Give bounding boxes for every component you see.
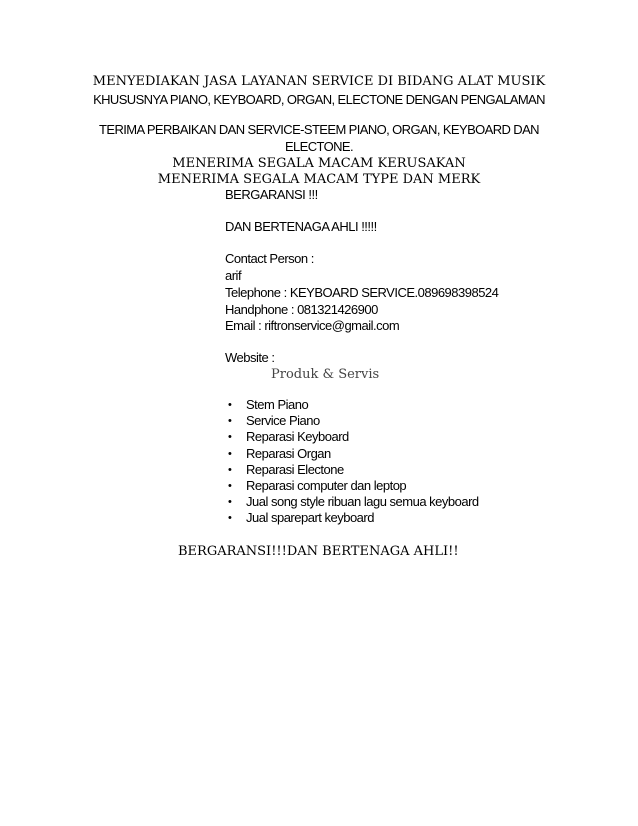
contact-heading: Contact Person : bbox=[225, 251, 314, 266]
header-line-1: MENYEDIAKAN JASA LAYANAN SERVICE DI BIDANG ALAT MUSIK bbox=[92, 74, 546, 89]
intro-line-2: ELECTONE. bbox=[284, 139, 354, 154]
bullet-icon: • bbox=[228, 512, 232, 525]
intro-line-4: MENERIMA SEGALA MACAM TYPE DAN MERK bbox=[157, 172, 481, 187]
list-item bbox=[228, 429, 479, 445]
bergaransi-text: BERGARANSI !!! bbox=[225, 187, 318, 202]
bullet-icon: • bbox=[228, 415, 232, 428]
service-item-label: Stem Piano bbox=[246, 397, 309, 412]
services-list bbox=[228, 397, 479, 527]
contact-handphone: Handphone : 081321426900 bbox=[225, 302, 378, 317]
list-item bbox=[228, 413, 479, 429]
service-item-label: Reparasi Electone bbox=[246, 461, 344, 477]
bullet-icon: • bbox=[228, 447, 232, 460]
contact-telephone: Telephone : KEYBOARD SERVICE.089698398524 bbox=[225, 285, 499, 300]
contact-email: Email : riftronservice@gmail.com bbox=[225, 318, 400, 333]
intro-line-3: MENERIMA SEGALA MACAM KERUSAKAN bbox=[172, 156, 466, 171]
bullet-icon: • bbox=[228, 399, 232, 411]
bullet-icon: • bbox=[228, 463, 232, 476]
website-label: Website : bbox=[225, 350, 275, 365]
website-subtitle: Produk & Servis bbox=[271, 367, 380, 382]
header-line-2: KHUSUSNYA PIANO, KEYBOARD, ORGAN, ELECTONE DENGAN PENGALAMAN bbox=[93, 92, 545, 107]
service-item-label: Reparasi Keyboard bbox=[246, 429, 349, 445]
list-item bbox=[228, 446, 479, 462]
list-item bbox=[228, 462, 479, 478]
service-item-label: Jual song style ribuan lagu semua keyboard bbox=[246, 494, 479, 510]
service-item-label: Reparasi computer dan leptop bbox=[246, 477, 407, 493]
bullet-icon: • bbox=[228, 496, 232, 509]
service-item-label: Reparasi Organ bbox=[246, 445, 331, 461]
bullet-icon: • bbox=[228, 431, 232, 444]
service-item-label: Service Piano bbox=[246, 413, 320, 429]
list-item bbox=[228, 397, 479, 413]
bullet-icon: • bbox=[228, 479, 232, 492]
footer-guarantee: BERGARANSI!!!DAN BERTENAGA AHLI!! bbox=[178, 544, 459, 559]
tenaga-ahli-text: DAN BERTENAGA AHLI !!!!! bbox=[225, 219, 377, 234]
list-item bbox=[228, 510, 479, 526]
contact-name: arif bbox=[225, 268, 242, 283]
list-item bbox=[228, 494, 479, 510]
intro-line-1: TERIMA PERBAIKAN DAN SERVICE-STEEM PIANO, ORGAN, KEYBOARD DAN bbox=[99, 122, 539, 137]
list-item bbox=[228, 478, 479, 494]
service-item-label: Jual sparepart keyboard bbox=[246, 510, 374, 526]
